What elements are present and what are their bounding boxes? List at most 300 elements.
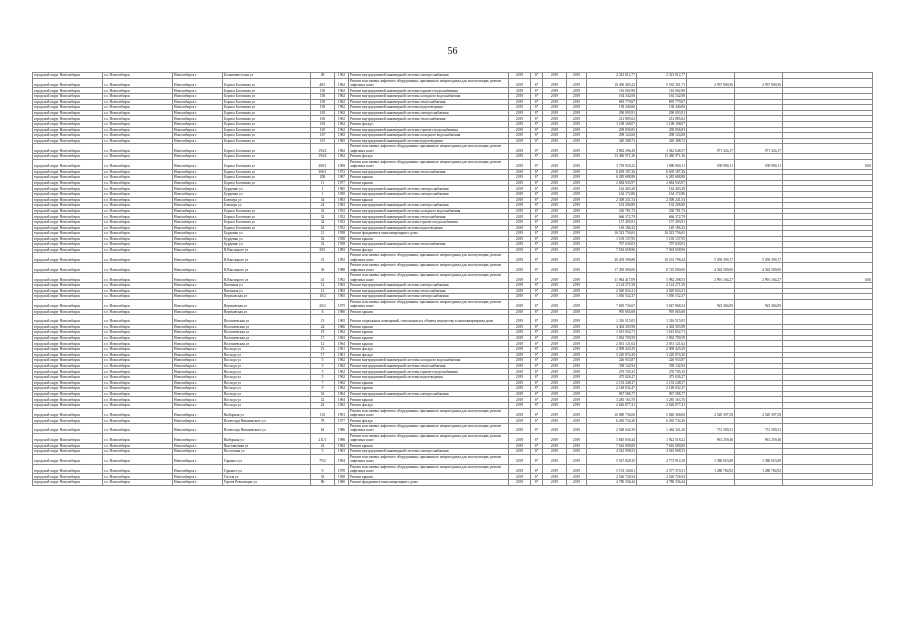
table-cell: 1 880 960,11 bbox=[637, 159, 687, 169]
table-cell: г.о. Новосибирск bbox=[103, 99, 173, 105]
table-cell: 6* bbox=[531, 94, 543, 100]
table-cell: 165 bbox=[311, 127, 335, 133]
table-cell: 2019 bbox=[509, 288, 531, 294]
table-cell: 48 bbox=[311, 73, 335, 79]
table-cell: Новосибирск г. bbox=[173, 127, 223, 133]
table-cell: 1 108 168,07 bbox=[587, 121, 637, 127]
table-cell: 2019 bbox=[567, 180, 587, 186]
table-cell: Новосибирск г. bbox=[173, 480, 223, 486]
table-cell: 2019 bbox=[509, 315, 531, 325]
table-cell: 2019 bbox=[543, 133, 567, 139]
table-cell: 6* bbox=[531, 347, 543, 353]
table-cell: 2019 bbox=[509, 273, 531, 283]
table-cell: 157 493,91 bbox=[587, 219, 637, 225]
table-cell: Новосибирск г. bbox=[173, 105, 223, 111]
table-cell: Новосибирск г. bbox=[173, 391, 223, 397]
works-table-body bbox=[33, 73, 873, 486]
table-cell: г.о. Новосибирск bbox=[103, 144, 173, 154]
table-cell: г.о. Новосибирск bbox=[103, 133, 173, 139]
table-cell: городской округ Новосибирск bbox=[33, 424, 103, 434]
table-cell bbox=[783, 480, 873, 486]
table-cell: 6* bbox=[531, 358, 543, 364]
table-cell: 2019 bbox=[543, 191, 567, 197]
table-cell: 2019 bbox=[567, 159, 587, 169]
table-cell: г.о. Новосибирск bbox=[103, 352, 173, 358]
table-cell: 2019 bbox=[567, 408, 587, 418]
table-cell: 2019 bbox=[509, 236, 531, 242]
table-cell: городской округ Новосибирск bbox=[33, 403, 103, 409]
table-cell: 9 bbox=[311, 464, 335, 474]
table-cell bbox=[735, 480, 783, 486]
table-cell: Новосибирск г. bbox=[173, 449, 223, 455]
table-cell: 2019 bbox=[509, 391, 531, 397]
table-cell: Новосибирск г. bbox=[173, 324, 223, 330]
table-cell: городской округ Новосибирск bbox=[33, 282, 103, 288]
table-cell: городской округ Новосибирск bbox=[33, 263, 103, 273]
table-cell: 1962 bbox=[335, 369, 349, 375]
table-cell: В.Высоцкого ул bbox=[223, 263, 311, 273]
table-cell: Восхода ул bbox=[223, 352, 311, 358]
table-cell: 2019 bbox=[543, 294, 567, 300]
table-cell: 2019 bbox=[543, 105, 567, 111]
table-cell: Ремонт внутридомовой инженерной системы теплоснабжения bbox=[349, 214, 509, 220]
table-cell: 1965 bbox=[335, 133, 349, 139]
table-cell: В.Высоцкого ул bbox=[223, 253, 311, 263]
table-cell: Новосибирск г. bbox=[173, 386, 223, 392]
table-cell bbox=[783, 424, 873, 434]
table-cell: 13 460 971,36 bbox=[587, 154, 637, 160]
table-cell: городской округ Новосибирск bbox=[33, 352, 103, 358]
table-cell: 1 942 648,37 bbox=[637, 144, 687, 154]
table-cell: 961 259,48 bbox=[735, 433, 783, 443]
table-cell: городской округ Новосибирск bbox=[33, 433, 103, 443]
table-cell: 5 547 828,35 bbox=[587, 454, 637, 464]
table-cell: 2019 bbox=[509, 369, 531, 375]
table-cell: 1962 bbox=[335, 127, 349, 133]
table-cell: Новосибирск г. bbox=[173, 424, 223, 434]
table-cell: Новосибирск г. bbox=[173, 294, 223, 300]
table-cell: 6* bbox=[531, 309, 543, 315]
table-cell: 167 bbox=[311, 133, 335, 139]
table-cell: Бориса Богаткова ул bbox=[223, 219, 311, 225]
table-cell: Бурденко ул bbox=[223, 186, 311, 192]
table-cell: Всеволода Вишневского ул bbox=[223, 424, 311, 434]
table-cell: 320 388,73 bbox=[587, 138, 637, 144]
table-cell: 2019 bbox=[543, 380, 567, 386]
table-cell: 1962 bbox=[335, 363, 349, 369]
table-cell: Новосибирск г. bbox=[173, 403, 223, 409]
table-cell: Ремонт или замена лифтового оборудования, признанного непригодным для эксплуатации, ремонт лифтовых шахт bbox=[349, 159, 509, 169]
table-cell: 6* bbox=[531, 159, 543, 169]
table-cell: Ремонт крыши bbox=[349, 443, 509, 449]
table-cell: г.о. Новосибирск bbox=[103, 242, 173, 248]
table-cell: 5 bbox=[311, 375, 335, 381]
table-cell: 4 402 303,98 bbox=[587, 324, 637, 330]
table-cell: городской округ Новосибирск bbox=[33, 464, 103, 474]
table-cell: г.о. Новосибирск bbox=[103, 335, 173, 341]
table-cell: Ремонт крыши bbox=[349, 175, 509, 181]
table-cell: 20/2 bbox=[311, 299, 335, 309]
table-cell: 2019 bbox=[543, 299, 567, 309]
table-cell: 923 384,09 bbox=[687, 299, 735, 309]
table-cell: 2019 bbox=[543, 375, 567, 381]
table-cell: 194/2 bbox=[311, 144, 335, 154]
table-cell: 2019 bbox=[509, 480, 531, 486]
table-cell: 208 bbox=[311, 175, 335, 181]
table-cell: Восхода ул bbox=[223, 397, 311, 403]
table-cell: 4 543 908,53 bbox=[587, 449, 637, 455]
table-cell: г.о. Новосибирск bbox=[103, 208, 173, 214]
table-cell: городской округ Новосибирск bbox=[33, 369, 103, 375]
table-cell: 6* bbox=[531, 282, 543, 288]
table-cell: г.о. Новосибирск bbox=[103, 73, 173, 79]
table-cell: 2019 bbox=[543, 263, 567, 273]
table-cell: 1 bbox=[311, 191, 335, 197]
table-cell: 5 bbox=[311, 449, 335, 455]
table-cell: 2019 bbox=[543, 94, 567, 100]
table-cell: 2019 bbox=[567, 335, 587, 341]
table-cell: Ремонт внутридомовой инженерной системы водоотведения bbox=[349, 105, 509, 111]
table-cell bbox=[783, 454, 873, 464]
table-cell: городской округ Новосибирск bbox=[33, 180, 103, 186]
table-cell: 13 bbox=[311, 315, 335, 325]
table-cell: Ремонт крыши bbox=[349, 397, 509, 403]
table-cell: 2019 bbox=[543, 480, 567, 486]
table-cell: 2 020 824,21 bbox=[637, 288, 687, 294]
table-row bbox=[33, 433, 873, 443]
table-cell: 13 460 971,36 bbox=[637, 154, 687, 160]
table-cell: 6 265 734,20 bbox=[637, 418, 687, 424]
table-cell: г.о. Новосибирск bbox=[103, 424, 173, 434]
table-cell: 116 002,98 bbox=[637, 88, 687, 94]
table-cell: Ремонт или замена лифтового оборудования, признанного непригодным для эксплуатации, ремонт лифтовых шахт bbox=[349, 253, 509, 263]
table-cell: г.о. Новосибирск bbox=[103, 408, 173, 418]
table-cell: 6 bbox=[311, 309, 335, 315]
table-cell: 2019 bbox=[567, 273, 587, 283]
table-cell: 1952 bbox=[335, 214, 349, 220]
table-cell: г.о. Новосибирск bbox=[103, 282, 173, 288]
table-cell: 2019 bbox=[567, 138, 587, 144]
table-cell: 1969 bbox=[335, 159, 349, 169]
table-cell: городской округ Новосибирск bbox=[33, 408, 103, 418]
table-cell: 2019 bbox=[509, 231, 531, 237]
table-cell: 24 bbox=[311, 203, 335, 209]
table-cell: 2019 bbox=[543, 449, 567, 455]
table-cell: Новосибирск г. bbox=[173, 263, 223, 273]
table-cell: 6* bbox=[531, 133, 543, 139]
table-cell: 2019 bbox=[509, 449, 531, 455]
table-cell: 6* bbox=[531, 480, 543, 486]
table-cell: 194/2 bbox=[311, 154, 335, 160]
table-cell: 258 836,83 bbox=[637, 127, 687, 133]
table-cell: 6* bbox=[531, 443, 543, 449]
table-cell: 3 220 874,20 bbox=[587, 352, 637, 358]
table-cell: 6* bbox=[531, 474, 543, 480]
table-cell: 17 450 000,00 bbox=[587, 263, 637, 273]
table-cell: 2019 bbox=[567, 191, 587, 197]
table-cell bbox=[783, 315, 873, 325]
table-cell: 2019 bbox=[543, 397, 567, 403]
table-cell: 0,00 bbox=[783, 273, 873, 283]
table-cell: г.о. Новосибирск bbox=[103, 347, 173, 353]
table-cell: 2 133 248,37 bbox=[637, 380, 687, 386]
table-cell: 270 705,35 bbox=[637, 369, 687, 375]
table-cell: 358 142,94 bbox=[637, 363, 687, 369]
table-cell: 1952 bbox=[335, 219, 349, 225]
table-cell: городской округ Новосибирск bbox=[33, 443, 103, 449]
table-cell: 1 615 652,71 bbox=[637, 330, 687, 336]
table-cell: 2019 bbox=[567, 380, 587, 386]
table-cell: 2019 bbox=[543, 309, 567, 315]
table-cell: 1962 bbox=[335, 116, 349, 122]
works-table-container bbox=[32, 72, 872, 486]
table-cell: 6* bbox=[531, 231, 543, 237]
table-cell: 2019 bbox=[509, 225, 531, 231]
table-cell: 2019 bbox=[543, 159, 567, 169]
table-cell: 2019 bbox=[509, 73, 531, 79]
table-cell: городской округ Новосибирск bbox=[33, 273, 103, 283]
table-cell: 165 bbox=[311, 116, 335, 122]
table-cell: г.о. Новосибирск bbox=[103, 324, 173, 330]
table-cell: 2019 bbox=[509, 138, 531, 144]
table-cell: городской округ Новосибирск bbox=[33, 294, 103, 300]
table-cell: г.о. Новосибирск bbox=[103, 88, 173, 94]
table-cell: 24 bbox=[311, 324, 335, 330]
table-cell: Бориса Богаткова ул bbox=[223, 121, 311, 127]
table-cell: городской округ Новосибирск bbox=[33, 214, 103, 220]
table-cell: Новосибирск г. bbox=[173, 443, 223, 449]
table-row bbox=[33, 464, 873, 474]
table-cell: Ремонт внутридомовой инженерной системы электроснабжения bbox=[349, 191, 509, 197]
table-cell: г.о. Новосибирск bbox=[103, 397, 173, 403]
table-cell: 1 464 321,20 bbox=[637, 424, 687, 434]
table-cell: 8 725 000,00 bbox=[637, 263, 687, 273]
table-cell: 2 909 420,29 bbox=[637, 347, 687, 353]
table-cell: 1966 bbox=[335, 309, 349, 315]
table-cell: 1994 bbox=[335, 454, 349, 464]
table-cell: Новосибирск г. bbox=[173, 335, 223, 341]
table-cell: 86 bbox=[311, 480, 335, 486]
table-cell: городской округ Новосибирск bbox=[33, 324, 103, 330]
table-cell: 1963 bbox=[335, 282, 349, 288]
table-cell: Ремонт или замена лифтового оборудования, признанного непригодным для эксплуатации, ремонт лифтовых шахт bbox=[349, 78, 509, 88]
table-cell: 2019 bbox=[543, 403, 567, 409]
table-cell: 2019 bbox=[543, 121, 567, 127]
table-cell: г.о. Новосибирск bbox=[103, 127, 173, 133]
table-cell: 2019 bbox=[543, 324, 567, 330]
table-cell: 2019 bbox=[543, 186, 567, 192]
table-cell: 17 bbox=[311, 335, 335, 341]
table-cell: Бориса Богаткова ул bbox=[223, 180, 311, 186]
table-cell: 5 982 208,55 bbox=[637, 273, 687, 283]
table-cell: 475 026,27 bbox=[637, 375, 687, 381]
table-cell: г.о. Новосибирск bbox=[103, 433, 173, 443]
table-cell: 6* bbox=[531, 180, 543, 186]
table-cell: г.о. Новосибирск bbox=[103, 330, 173, 336]
table-cell: г.о. Новосибирск bbox=[103, 236, 173, 242]
table-cell: 2019 bbox=[567, 391, 587, 397]
table-cell: 1963 bbox=[335, 288, 349, 294]
table-cell: 6* bbox=[531, 88, 543, 94]
table-cell: 15 bbox=[311, 347, 335, 353]
table-cell: 3 845 036,44 bbox=[587, 433, 637, 443]
table-cell: 230 781,73 bbox=[637, 208, 687, 214]
table-cell: Бориса Богаткова ул bbox=[223, 214, 311, 220]
table-cell: 2019 bbox=[567, 203, 587, 209]
table-cell: Новосибирск г. bbox=[173, 247, 223, 253]
table-cell: 2019 bbox=[509, 186, 531, 192]
table-cell: г.о. Новосибирск bbox=[103, 169, 173, 175]
table-cell: 2019 bbox=[543, 242, 567, 248]
table-cell: 3 882 296,49 bbox=[587, 144, 637, 154]
table-cell: Блюхера ул bbox=[223, 203, 311, 209]
table-cell: городской округ Новосибирск bbox=[33, 203, 103, 209]
table-cell: 2019 bbox=[567, 474, 587, 480]
table-cell: Восхода ул bbox=[223, 363, 311, 369]
table-cell: 6* bbox=[531, 449, 543, 455]
table-cell: Ремонт крыши bbox=[349, 324, 509, 330]
table-cell: 2019 bbox=[509, 94, 531, 100]
table-cell: г.о. Новосибирск bbox=[103, 403, 173, 409]
table-cell: Ремонт крыши bbox=[349, 180, 509, 186]
table-cell: 2019 bbox=[567, 294, 587, 300]
table-cell: 1977 bbox=[335, 180, 349, 186]
table-cell: 2019 bbox=[543, 78, 567, 88]
table-cell: 4 780 336,44 bbox=[587, 480, 637, 486]
table-cell: 138 440,06 bbox=[637, 105, 687, 111]
table-cell: 1963 bbox=[335, 449, 349, 455]
table-cell: 2 308 241,54 bbox=[587, 197, 637, 203]
table-cell: 2 957 800,56 bbox=[687, 78, 735, 88]
table-cell bbox=[735, 315, 783, 325]
table-cell: 32 bbox=[311, 208, 335, 214]
table-cell: 1 288 784,92 bbox=[735, 464, 783, 474]
table-cell: Волочаевская ул bbox=[223, 330, 311, 336]
table-cell: г.о. Новосибирск bbox=[103, 418, 173, 424]
table-cell: Ремонт внутридомовой инженерной системы теплоснабжения bbox=[349, 99, 509, 105]
table-cell: 1967 bbox=[335, 175, 349, 181]
table-cell: Вертковская ул bbox=[223, 309, 311, 315]
table-cell: Бориса Богаткова ул bbox=[223, 159, 311, 169]
table-cell: 19 bbox=[311, 330, 335, 336]
table-cell: 1958 bbox=[335, 474, 349, 480]
table-cell: Новосибирск г. bbox=[173, 347, 223, 353]
table-cell: 6* bbox=[531, 380, 543, 386]
table-cell: Ремонт внутридомовой инженерной системы холодного водоснабжения bbox=[349, 358, 509, 364]
table-cell: 3 285 163,70 bbox=[637, 397, 687, 403]
table-cell: 1952 bbox=[335, 208, 349, 214]
table-cell: 2019 bbox=[567, 424, 587, 434]
table-cell: городской округ Новосибирск bbox=[33, 127, 103, 133]
table-cell: 2019 bbox=[567, 324, 587, 330]
table-cell: 1965 bbox=[335, 138, 349, 144]
table-cell: 48/1 bbox=[311, 78, 335, 88]
table-cell: Новосибирск г. bbox=[173, 464, 223, 474]
table-cell: городской округ Новосибирск bbox=[33, 133, 103, 139]
table-cell: 2019 bbox=[509, 324, 531, 330]
table-cell: Новосибирск г. bbox=[173, 299, 223, 309]
table-cell: 2019 bbox=[567, 94, 587, 100]
table-cell: 939 980,11 bbox=[687, 159, 735, 169]
table-cell: 939 980,11 bbox=[735, 159, 783, 169]
table-cell: 695 779,67 bbox=[587, 99, 637, 105]
table-row bbox=[33, 299, 873, 309]
table-cell: 149 186,32 bbox=[637, 225, 687, 231]
table-cell: 1977 bbox=[335, 418, 349, 424]
table-cell: 2019 bbox=[509, 335, 531, 341]
table-cell: 2019 bbox=[567, 397, 587, 403]
table-cell: 11 bbox=[311, 180, 335, 186]
table-cell: 24 bbox=[311, 443, 335, 449]
table-cell: 2019 bbox=[509, 433, 531, 443]
table-cell: Ремонт внутридомовой инженерной системы горячего водоснабжения bbox=[349, 88, 509, 94]
table-cell: 5 050 399,17 bbox=[735, 253, 783, 263]
table-cell: 1 692 709,59 bbox=[587, 335, 637, 341]
table-cell: 358 142,94 bbox=[587, 363, 637, 369]
table-cell: Бориса Богаткова ул bbox=[223, 133, 311, 139]
table-cell: 6* bbox=[531, 363, 543, 369]
table-cell: 2019 bbox=[509, 175, 531, 181]
table-cell: 2 773 914,18 bbox=[637, 454, 687, 464]
table-cell: Ремонт крыши bbox=[349, 335, 509, 341]
table-cell: Ремонт внутридомовой инженерной системы холодного водоснабжения bbox=[349, 208, 509, 214]
table-cell: 2019 bbox=[567, 144, 587, 154]
table-cell: 2019 bbox=[567, 242, 587, 248]
table-cell: 2019 bbox=[543, 273, 567, 283]
table-cell: г.о. Новосибирск bbox=[103, 386, 173, 392]
table-cell: Бориса Богаткова ул bbox=[223, 144, 311, 154]
table-cell: 12 bbox=[311, 282, 335, 288]
table-cell bbox=[783, 299, 873, 309]
table-cell: городской округ Новосибирск bbox=[33, 110, 103, 116]
table-cell: Восхода ул bbox=[223, 403, 311, 409]
table-cell: Новосибирск г. bbox=[173, 88, 223, 94]
table-cell: 2019 bbox=[509, 299, 531, 309]
table-cell: Ремонт крыши bbox=[349, 309, 509, 315]
table-cell: 1 108 168,07 bbox=[637, 121, 687, 127]
table-cell: Бориса Богаткова ул bbox=[223, 78, 311, 88]
table-cell: 16 523 756,65 bbox=[587, 231, 637, 237]
table-cell: 1962 bbox=[335, 73, 349, 79]
table-cell: г.о. Новосибирск bbox=[103, 78, 173, 88]
table-cell: 2019 bbox=[543, 219, 567, 225]
table-cell: городской округ Новосибирск bbox=[33, 335, 103, 341]
table-cell: Бориса Богаткова ул bbox=[223, 99, 311, 105]
table-cell: 2019 bbox=[509, 121, 531, 127]
table-cell: городской округ Новосибирск bbox=[33, 169, 103, 175]
table-row bbox=[33, 480, 873, 486]
table-row bbox=[33, 159, 873, 169]
table-cell: 6* bbox=[531, 330, 543, 336]
table-cell: 1962 bbox=[335, 144, 349, 154]
table-cell: 2 684 943,97 bbox=[587, 180, 637, 186]
table-cell: 2 051 121,62 bbox=[587, 341, 637, 347]
table-cell: 2019 bbox=[567, 418, 587, 424]
table-cell: 258 836,83 bbox=[587, 127, 637, 133]
table-cell: Ремонт фасада bbox=[349, 418, 509, 424]
table-cell bbox=[687, 315, 735, 325]
table-cell: 971 324,17 bbox=[687, 144, 735, 154]
table-cell: городской округ Новосибирск bbox=[33, 474, 103, 480]
table-cell: 4 543 908,53 bbox=[637, 449, 687, 455]
table-cell: Новосибирск г. bbox=[173, 116, 223, 122]
table-cell: Выборная ул bbox=[223, 433, 311, 443]
table-cell: городской округ Новосибирск bbox=[33, 236, 103, 242]
table-cell: 6* bbox=[531, 169, 543, 175]
table-cell: Вертковская ул bbox=[223, 299, 311, 309]
table-cell: 3 285 163,70 bbox=[587, 397, 637, 403]
table-cell: Ремонт крыши bbox=[349, 236, 509, 242]
